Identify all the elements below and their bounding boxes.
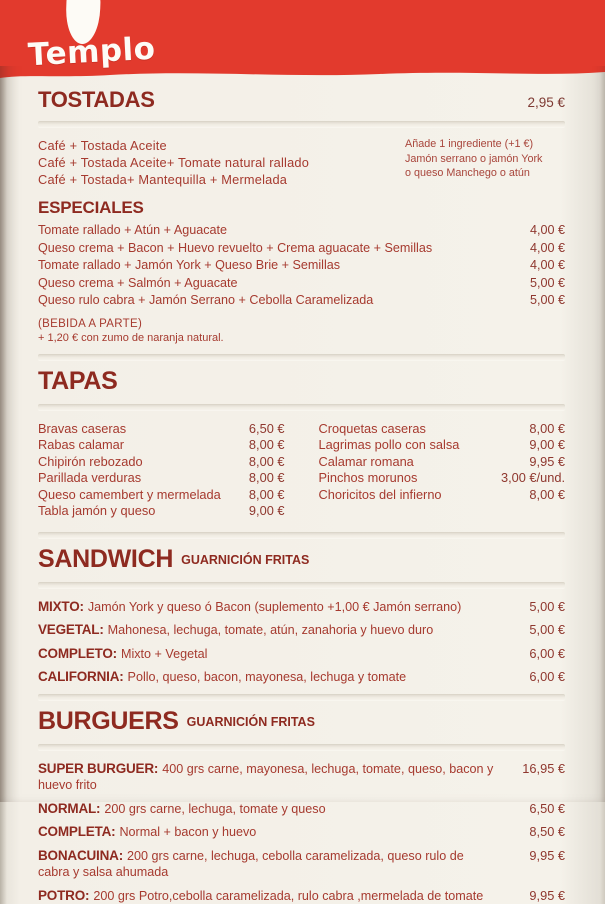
- brand-logo: Templo: [27, 31, 156, 74]
- item-price: 6,00 €: [519, 669, 565, 684]
- item-text: Calamar romana: [319, 454, 414, 471]
- item-name: NORMAL:: [38, 801, 100, 816]
- item-price: 9,95 €: [519, 454, 565, 471]
- item-price: 4,00 €: [520, 222, 565, 240]
- item-text: Croquetas caseras: [319, 421, 426, 438]
- menu-item-row: [38, 824, 565, 841]
- item-price: 16,95 €: [512, 761, 565, 776]
- item-price: 4,00 €: [520, 257, 565, 275]
- menu-item: Café + Tostada Aceite: [38, 137, 309, 154]
- item-text: Rabas calamar: [38, 437, 124, 454]
- divider: [38, 744, 565, 751]
- item-text: Queso crema + Bacon + Huevo revuelto + Crema aguacate + Semillas: [38, 240, 432, 258]
- item-text: Tomate rallado + Jamón York + Queso Brie + Semillas: [38, 257, 340, 275]
- burguers-title: BURGUERS: [38, 707, 179, 735]
- menu-item-row: [38, 848, 565, 881]
- sandwich-title: SANDWICH: [38, 545, 173, 573]
- item-price: 3,00 €/und.: [491, 470, 565, 487]
- item-text: Lagrimas pollo con salsa: [319, 437, 460, 454]
- item-price: 8,00 €: [239, 487, 285, 504]
- item-text: Tabla jamón y queso: [38, 503, 155, 520]
- menu-item-row: [38, 801, 565, 818]
- item-name: COMPLETA:: [38, 824, 115, 839]
- divider: [38, 354, 565, 361]
- menu-item-row: [38, 888, 565, 904]
- item-price: 9,00 €: [519, 437, 565, 454]
- item-desc: Mahonesa, lechuga, tomate, atún, zanahoria y huevo duro: [108, 623, 434, 637]
- item-price: 8,00 €: [239, 437, 285, 454]
- item-text: Chipirón rebozado: [38, 454, 143, 471]
- note-line: Añade 1 ingrediente (+1 €): [405, 137, 565, 152]
- item-price: 9,95 €: [519, 888, 565, 903]
- item-price: 6,50 €: [519, 801, 565, 816]
- juice-note: + 1,20 € con zumo de naranja natural.: [38, 332, 565, 344]
- item-text: Queso camembert y mermelada: [38, 487, 221, 504]
- divider: [38, 121, 565, 128]
- item-name: POTRO:: [38, 888, 89, 903]
- item-price: 5,00 €: [519, 622, 565, 637]
- item-desc: 400 grs carne, mayonesa, lechuga, tomate, queso, bacon y huevo frito: [38, 762, 493, 793]
- menu-item: Café + Tostada+ Mantequilla + Mermelada: [38, 171, 309, 188]
- burguers-subtitle: GUARNICIÓN FRITAS: [187, 715, 315, 729]
- item-desc: Jamón York y queso ó Bacon (suplemento +1,00 € Jamón serrano): [88, 600, 462, 614]
- item-name: VEGETAL:: [38, 622, 104, 637]
- item-price: 6,50 €: [239, 421, 285, 438]
- item-price: 6,00 €: [519, 646, 565, 661]
- item-text: Queso rulo cabra + Jamón Serrano + Cebolla Caramelizada: [38, 292, 373, 310]
- item-name: SUPER BURGUER:: [38, 761, 158, 776]
- item-text: Tomate rallado + Atún + Aguacate: [38, 222, 227, 240]
- tapas-title: TAPAS: [38, 367, 565, 396]
- item-price: 8,00 €: [519, 487, 565, 504]
- item-price: 8,00 €: [239, 470, 285, 487]
- especiales-title: ESPECIALES: [38, 198, 565, 218]
- item-desc: Mixto + Vegetal: [121, 647, 207, 661]
- note-line: Jamón serrano o jamón York: [405, 152, 565, 167]
- item-text: Queso crema + Salmón + Aguacate: [38, 275, 238, 293]
- item-desc: 200 grs carne, lechuga, cebolla caramelizada, queso rulo de cabra y salsa ahumada: [38, 849, 464, 880]
- item-name: CALIFORNIA:: [38, 669, 124, 684]
- item-price: 4,00 €: [520, 240, 565, 258]
- divider: [38, 404, 565, 411]
- item-desc: Pollo, queso, bacon, mayonesa, lechuga y tomate: [128, 670, 407, 684]
- divider: [38, 582, 565, 589]
- item-text: Parillada verduras: [38, 470, 141, 487]
- item-price: 8,00 €: [519, 421, 565, 438]
- item-name: MIXTO:: [38, 599, 84, 614]
- item-price: 9,95 €: [519, 848, 565, 863]
- item-price: 8,50 €: [519, 824, 565, 839]
- note-line: o queso Manchego o atún: [405, 166, 565, 181]
- brand-banner: [0, 0, 605, 66]
- item-price: 5,00 €: [520, 292, 565, 310]
- item-price: 8,00 €: [239, 454, 285, 471]
- menu-item: Café + Tostada Aceite+ Tomate natural rallado: [38, 154, 309, 171]
- divider: [38, 532, 565, 539]
- tostadas-price: 2,95 €: [527, 95, 565, 113]
- item-text: Choricitos del infierno: [319, 487, 442, 504]
- item-name: BONACUINA:: [38, 848, 123, 863]
- item-price: 9,00 €: [239, 503, 285, 520]
- item-text: Bravas caseras: [38, 421, 126, 438]
- item-name: COMPLETO:: [38, 646, 117, 661]
- item-desc: Normal + bacon y huevo: [119, 825, 256, 839]
- item-text: Pinchos morunos: [319, 470, 418, 487]
- sandwich-subtitle: GUARNICIÓN FRITAS: [181, 553, 309, 567]
- drinks-note: (BEBIDA A PARTE): [38, 318, 565, 330]
- divider: [38, 694, 565, 701]
- item-price: 5,00 €: [520, 275, 565, 293]
- tostadas-title: TOSTADAS: [38, 87, 155, 113]
- item-desc: 200 grs carne, lechuga, tomate y queso: [104, 802, 325, 816]
- item-desc: 200 grs Potro,cebolla caramelizada, rulo cabra ,mermelada de tomate: [93, 889, 483, 903]
- item-price: 5,00 €: [519, 599, 565, 614]
